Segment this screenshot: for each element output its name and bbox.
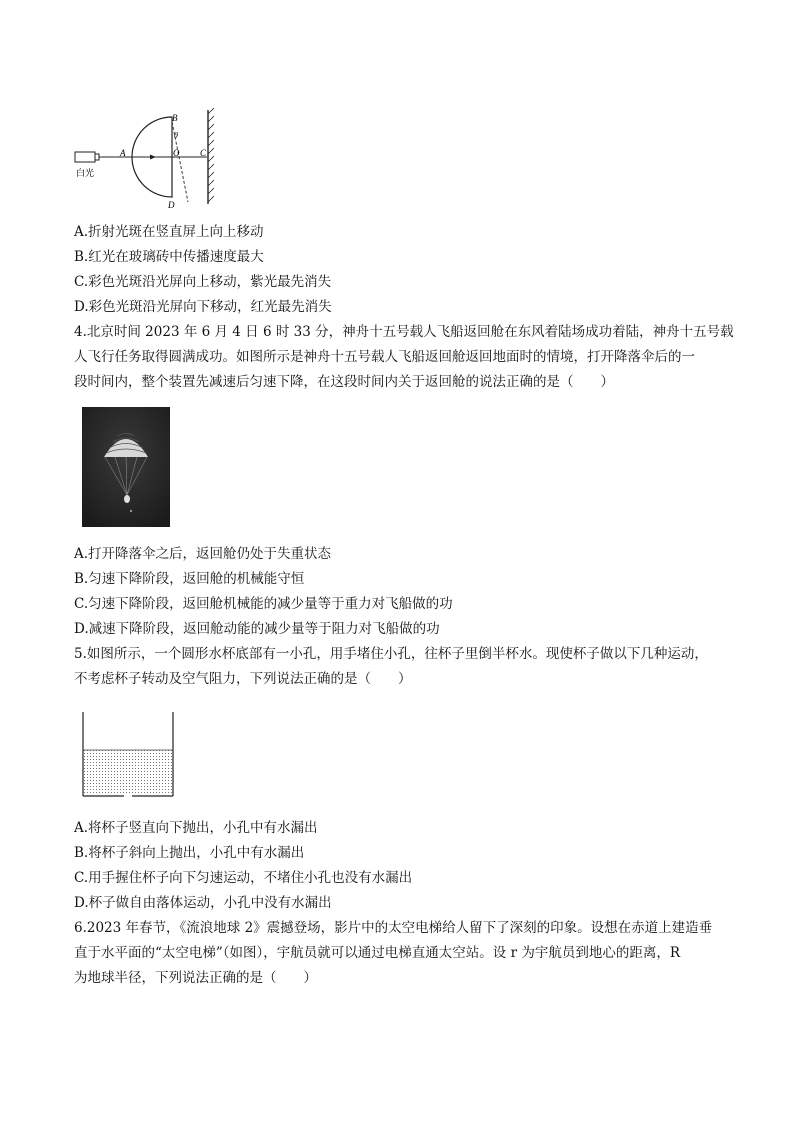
q4-stem-line-1: 4.北京时间 2023 年 6 月 4 日 6 时 33 分，神舟十五号载人飞船返回舱在东风着陆场成功着陆，神舟十五号载 (74, 324, 734, 340)
q5-option-c: C.用手握住杯子向下匀速运动，不堵住小孔也没有水漏出 (74, 870, 413, 886)
q4-stem-line-2: 人飞行任务取得圆满成功。如图所示是神舟十五号载人飞船返回舱返回地面时的情境，打开降落伞后的一 (74, 349, 695, 365)
q5-option-b: B.将杯子斜向上抛出，小孔中有水漏出 (74, 845, 305, 861)
label-o: O (173, 148, 180, 158)
q6-stem-line-2: 直于水平面的“太空电梯”（如图），宇航员就可以通过电梯直通太空站。设 r 为宇航员到地心的距离，R (74, 945, 681, 961)
q3-option-b: B.红光在玻璃砖中传播速度最大 (74, 249, 264, 265)
label-a: A (120, 148, 126, 158)
q6-stem-line-1: 6.2023 年春节，《流浪地球 2》震撼登场，影片中的太空电梯给人留下了深刻的印象。设想在赤道上建造垂 (74, 920, 713, 936)
q5-stem-line-2: 不考虑杯子转动及空气阻力，下列说法正确的是（ ） (74, 671, 412, 687)
label-theta: θ (174, 131, 178, 140)
q4-option-b: B.匀速下降阶段，返回舱的机械能守恒 (74, 571, 305, 587)
q5-option-a: A.将杯子竖直向下抛出，小孔中有水漏出 (74, 820, 318, 836)
label-white-light: 白光 (76, 169, 95, 179)
q5-option-d: D.杯子做自由落体运动，小孔中没有水漏出 (74, 895, 332, 911)
q3-option-d: D.彩色光斑沿光屏向下移动，红光最先消失 (74, 299, 332, 315)
glass-brick-figure (70, 108, 230, 216)
water-cup-figure (80, 710, 180, 800)
q4-option-a: A.打开降落伞之后，返回舱仍处于失重状态 (74, 546, 332, 562)
q3-option-a: A.折射光斑在竖直屏上向上移动 (74, 224, 264, 240)
q3-option-c: C.彩色光斑沿光屏向上移动，紫光最先消失 (74, 274, 332, 290)
q4-option-c: C.匀速下降阶段，返回舱机械能的减少量等于重力对飞船做的功 (74, 596, 453, 612)
label-d: D (168, 200, 175, 210)
q6-stem-line-3: 为地球半径，下列说法正确的是（ ） (74, 970, 317, 986)
q5-stem-line-1: 5.如图所示，一个圆形水杯底部有一小孔，用手堵住小孔，往杯子里倒半杯水。现使杯子做以下几种运动， (74, 646, 708, 662)
parachute-photo (82, 407, 170, 527)
q4-option-d: D.减速下降阶段，返回舱动能的减少量等于阻力对飞船做的功 (74, 621, 440, 637)
label-c: C (200, 148, 207, 158)
q4-stem-line-3: 段时间内，整个装置先减速后匀速下降，在这段时间内关于返回舱的说法正确的是（ ） (74, 374, 614, 390)
label-b: B (172, 113, 178, 123)
